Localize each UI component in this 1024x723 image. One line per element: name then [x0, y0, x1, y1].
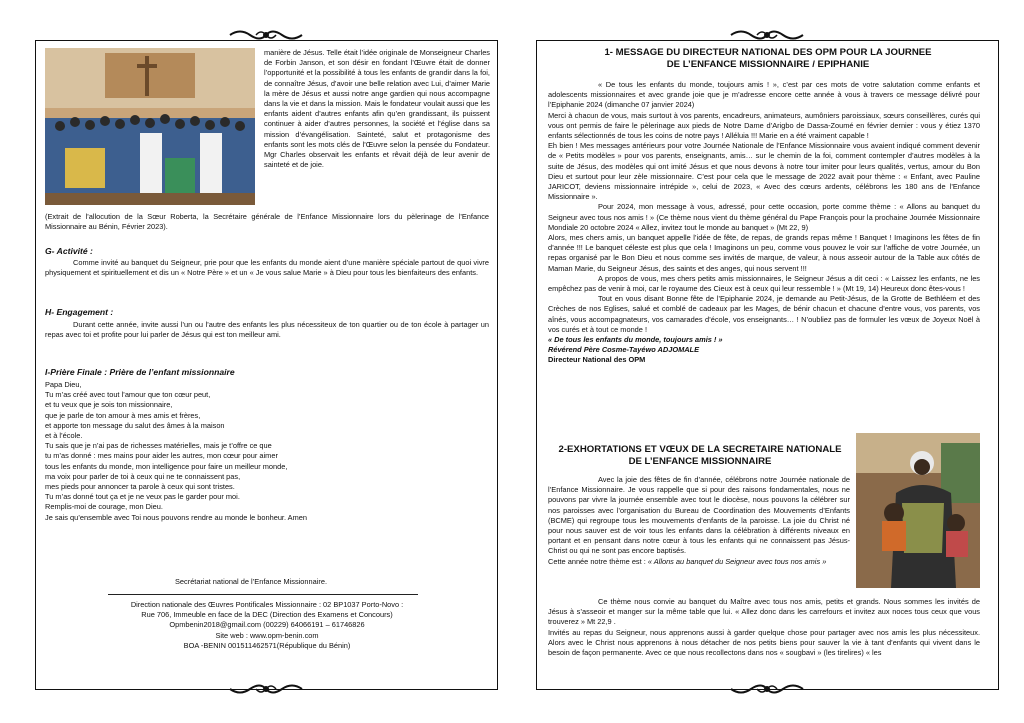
prayer-line: Tu m’as créé avec tout l’amour que ton cœur peut,: [45, 390, 211, 400]
secretary-photo: [856, 433, 980, 588]
section-i-heading: I-Prière Finale : Prière de l’enfant missionnaire: [45, 367, 235, 377]
message-paragraph: Pour 2024, mon message à vous, adressé, pour cette occasion, porte comme thème : « Allons au banquet du Seigneur avec tous nos amis ! » (Ce thème nous vient du thème général du Pape François pour la prochaine Journée Missionnaire Mondiale 20 octobre 2024 « Allez, invitez tout le monde au banquet » (Mt 22, 9): [548, 202, 980, 232]
footer-contact[interactable]: Opmbenin2018@gmail.com (00229) 64066191 – 61746826: [169, 620, 365, 630]
footer-divider: [108, 594, 418, 595]
message-paragraph: Tout en vous disant Bonne fête de l’Epiphanie 2024, je demande au Petit-Jésus, de la Grotte de Bethléem et des Crèches de nos Eglises, salué et comblé de cadeaux par les Mages, de bénir chacun et chacune d’entre vous, vos parents, vos aînés, vous accompagnateurs, vos camarades d’école, vos enseignants… ! N’oubliez pas de formuler les vœux de Joyeux Noël à vos curés et à tout ce monde !: [548, 294, 980, 334]
prayer-line: tous les enfants du monde, mon intelligence pour faire un meilleur monde,: [45, 461, 288, 471]
footer-website[interactable]: Site web : www.opm-benin.com: [215, 630, 319, 640]
message-paragraph: « De tous les enfants du monde, toujours amis ! », c’est par ces mots de votre salutation comme enfants et adolescents missionnaires et avec grande joie que je m’adresse encore cette année à vous à travers ce message délivré pour l’Epiphanie 2024 (dimanche 07 janvier 2024): [548, 80, 980, 110]
prayer-line: mes pieds pour annoncer ta parole à ceux qui sont tristes.: [45, 482, 235, 492]
exhortation-paragraph: Ce thème nous convie au banquet du Maître avec tous nos amis, petits et grands. Nous sommes les invités de Jésus à s’asseoir et manger sur la même table que lui. « Allez donc dans les carrefours et invitez aux noces tous ceux que vous trouverez » Mt 22,9 .: [548, 597, 980, 627]
prayer-line: Tu sais que je n’ai pas de richesses matérielles, mais je t’offre ce que: [45, 441, 272, 451]
exhortation-title-line2: DE L’ENFANCE MISSIONNAIRE: [628, 456, 772, 467]
prayer-line: et tu veux que je sois ton missionnaire,: [45, 400, 173, 410]
footer-address: Direction nationale des Œuvres Pontificales Missionnaire : 02 BP1037 Porto-Novo :: [130, 600, 404, 609]
group-photo: [45, 48, 255, 205]
section-g-heading: G- Activité :: [45, 246, 93, 256]
footer-bank: BOA -BENIN 001511462571(République du Bénin): [183, 640, 351, 650]
prayer-line: tu m’as donné : mes mains pour aider les autres, mon cœur pour aimer: [45, 451, 278, 461]
section-g-body: Comme invité au banquet du Seigneur, prie pour que les enfants du monde aient d’une manière spéciale partout de quoi vivre physiquement et spirituellement et dis un « Notre Père » et un « Je vous salue Marie » à Dieu pour tous les bienfaiteurs des enfants.: [45, 258, 489, 278]
exhortation-title-line1: 2-EXHORTATIONS ET VŒUX DE LA SECRETAIRE NATIONALE: [558, 444, 842, 455]
prayer-line: Papa Dieu,: [45, 380, 82, 389]
prayer-line: Remplis-moi de courage, mon Dieu.: [45, 502, 163, 512]
footer-street: Rue 706, Immeuble en face de la DEC (Direction des Examens et Concours): [141, 610, 393, 620]
prayer-line: Tu m’as donné tout ça et je ne veux pas le garder pour moi.: [45, 492, 240, 502]
exhortation-paragraph: Avec la joie des fêtes de fin d’année, célébrons notre Journée nationale de l’Enfance Missionnaire. Je vous rappelle que si pour des raisons fondamentales, nous ne pouvons par vivre la journée ensemble avec tout le diocèse, nous pouvons la célébrer sur nos paroisses avec l’organisation du Bureau de Coordination des Mouvements d’Enfants (BCME) qui regroupe tous les mouvements d’enfants de la paroisse. La joie du Christ né pour nous sauver est de voir tous les enfants dans la célébration à différents niveaux en portant et en pensant dans notre cœur à tous les enfants qui ne connaissent pas Jésus-Christ ou qui ne sont pas encore baptisés.: [548, 475, 850, 556]
intro-text: manière de Jésus. Telle était l’idée originale de Monseigneur Charles de Forbin Janson, et son désir en fondant l’Œuvre était de donner l’opportunité et la possibilité à tous les enfants de grandir dans la foi, de connaître Jésus, d’avoir une belle relation avec Lui, d’aimer Marie la mère de Jésus et aussi notre ange gardien qui nous accompagne dans la vie et dans la mission. Mais le fondateur voulait aussi que les enfants aident d’autres enfants afin qu’en grandissant, ils puissent continuer à aider d’autres personnes, la société et l’église dans sa mission d’évangélisation. Sainteté, salut et protagonisme des enfants sont les mots clés de l’Œuvre selon la pensée du Fondateur. Mgr Charles observait les enfants et rêvait déjà de leur avenir de sainteté et de joie.: [264, 48, 490, 170]
section-h-body: Durant cette année, invite aussi l’un ou l’autre des enfants les plus nécessiteux de ton quartier ou de ton école à partager un repas avec toi et profite pour lui parler de Jésus qui est ton meilleur ami.: [45, 320, 489, 340]
prayer-line: et à l’école.: [45, 431, 83, 441]
prayer-line: Je sais qu’ensemble avec Toi nous pouvons rendre au monde le bonheur. Amen: [45, 512, 307, 522]
prayer-line: ma voix pour parler de toi à ceux qui ne te connaissent pas,: [45, 471, 241, 481]
message-title: [546, 47, 990, 71]
exhortation-continued: [548, 597, 980, 658]
message-title-line1: 1- MESSAGE DU DIRECTEUR NATIONAL DES OPM POUR LA JOURNEE: [604, 47, 932, 58]
section-h-heading: H- Engagement :: [45, 307, 114, 317]
signature: Secrétariat national de l’Enfance Missionnaire.: [175, 577, 328, 586]
message-title-line2: DE L’ENFANCE MISSIONNAIRE / EPIPHANIE: [666, 59, 870, 70]
message-paragraph: Alors, mes chers amis, un banquet appelle l’idée de fête, de repas, de grands repas même ! Banquet ! Imaginons les fêtes de fin d’année !!! Le banquet céleste est plus que cela ! Imaginons un peu, comme vous pouvez le voir sur l’affiche de votre Journée, un repas organisé par le Bon Dieu et nous comme ses invités de marque, de valeur, à nous asseoir autour de la Table aux côtés de Maman Marie, du Seigneur Jésus, des saints et des anges, qui nous servent !!!: [548, 233, 980, 273]
director-message: [548, 80, 980, 366]
exhortation-text: [548, 475, 850, 567]
theme-text: « Allons au banquet du Seigneur avec tous nos amis »: [647, 556, 827, 566]
prayer-line: et apporte ton message du salut des âmes à la maison: [45, 420, 225, 430]
prayer-line: que je parle de ton amour à mes amis et frères,: [45, 410, 201, 420]
theme-prefix: Cette année notre thème est :: [548, 556, 646, 566]
footer: [45, 600, 489, 651]
exhortation-paragraph: Invités au repas du Seigneur, nous apprenons aussi à garder quelque chose pour partager avec nos amis les plus nécessiteux. Alors avec le Christ nous apprenons à nous détacher de nos petits biens pour sauver la vie à tant d’enfants qui vivent dans le besoin de façon permanente. Avec ce que nous recollectons dans nos « sougbavi » (les tirelires) « les: [548, 627, 980, 658]
message-paragraph: Eh bien ! Mes messages antérieurs pour votre Journée Nationale de l’Enfance Missionnaire vous avaient indiqué comment devenir de « Petits modèles » pour vos parents, enseignants, amis… sur le chemin de la foi, comment contempler d’autres modèles à la suite de Jésus, des modèles qui ont imité Jésus et que nous devons à notre tour imiter pour leurs qualités, vertus, amour du Bon Dieu et surtout pour leur zèle missionnaire. C’est pour cela que le message de 2022 avait pour thème : « Enfant, avec Pauline JARICOT, deviens missionnaire intrépide », celui de 2023, « Avec des cœurs ardents, célébrons les 180 ans de l’Enfance Missionnaire ».: [548, 141, 980, 202]
message-paragraph: A propos de vous, mes chers petits amis missionnaires, le Seigneur Jésus a dit ceci : « Laissez les enfants, ne les empêchez pas de venir à moi, car le royaume des Cieux est à ceux qui leur ressemble ! » (Mt 19, 14) Heureux donc êtes-vous !: [548, 273, 980, 294]
message-paragraph: Merci à chacun de vous, mais surtout à vos parents, encadreurs, animateurs, aumôniers paroissiaux, sœurs conseillères, curés qui vous ont permis de faire le pèlerinage aux pieds de Notre Dame d’Arigbo de Dassa-Zoumé en février dernier : vous y étiez 1370 enfants sélectionnés de tous les coins de notre pays ! Alléluia !!! Marie en a été vraiment capable !: [548, 110, 980, 141]
director-name: Révérend Père Cosme-Tayéwo ADJOMALE: [548, 345, 700, 355]
closing-motto: « De tous les enfants du monde, toujours amis ! »: [548, 335, 723, 345]
exhortation-title: [546, 444, 854, 468]
extract-note: (Extrait de l’allocution de la Sœur Roberta, la Secrétaire générale de l’Enfance Missionnaire lors du pèlerinage de l’Enfance Missionnaire au Bénin, Février 2023).: [45, 212, 489, 232]
director-title: Directeur National des OPM: [548, 355, 646, 365]
prayer-text: [45, 380, 489, 523]
